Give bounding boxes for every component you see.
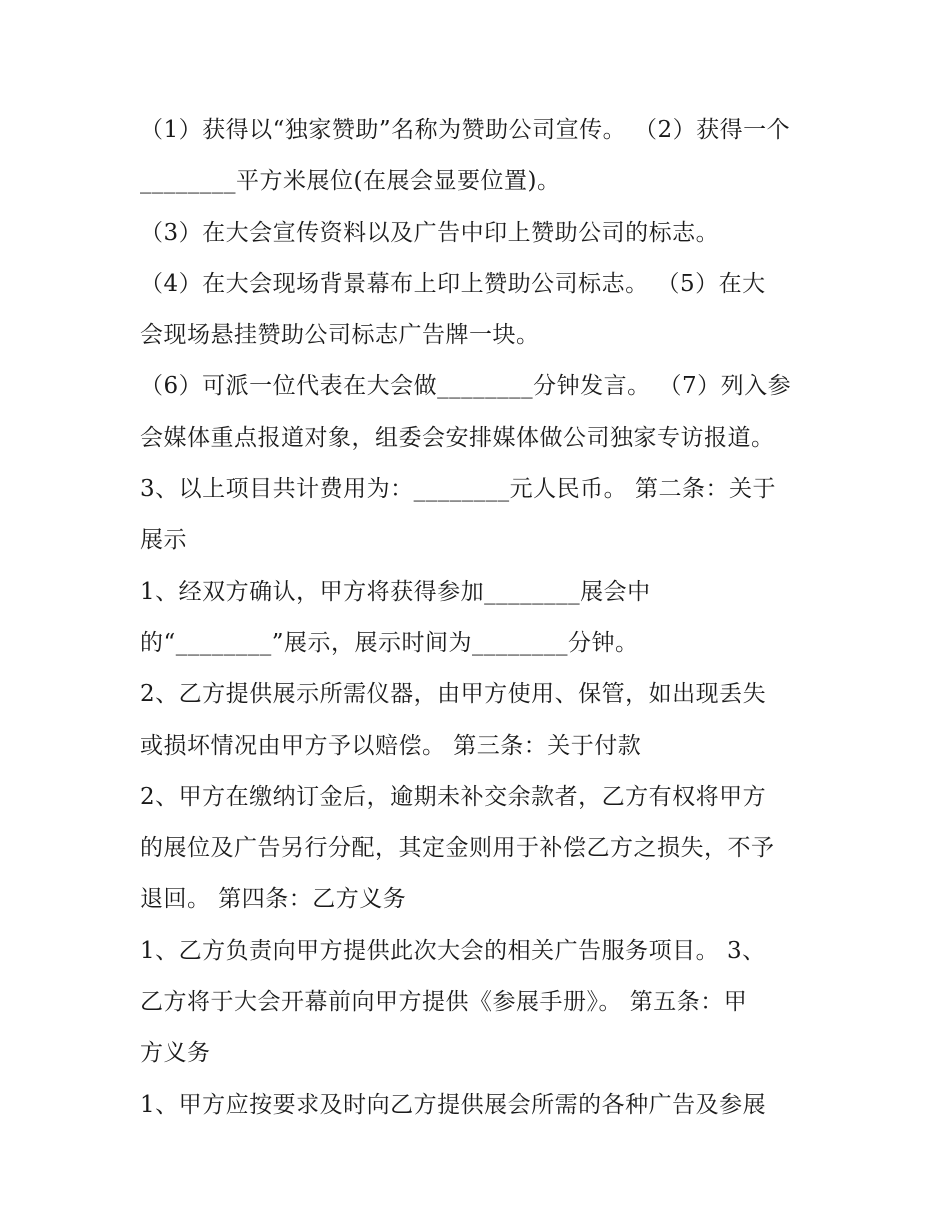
text-line-9: 展示 bbox=[140, 527, 187, 554]
text-line-15: 的展位及广告另行分配，其定金则用于补偿乙方之损失，不予 bbox=[140, 835, 775, 862]
text-line-4: （4）在大会现场背景幕布上印上赞助公司标志。 （5）在大 bbox=[140, 270, 766, 297]
text-line-2: ________平方米展位(在展会显要位置)。 bbox=[140, 168, 561, 195]
text-line-5: 会现场悬挂赞助公司标志广告牌一块。 bbox=[140, 322, 540, 349]
text-line-14: 2、甲方在缴纳订金后，逾期未补交余款者，乙方有权将甲方 bbox=[140, 783, 767, 810]
text-line-12: 2、乙方提供展示所需仪器，由甲方使用、保管，如出现丢失 bbox=[140, 681, 767, 708]
text-line-13: 或损坏情况由甲方予以赔偿。 第三条：关于付款 bbox=[140, 732, 642, 759]
text-line-19: 方义务 bbox=[140, 1040, 211, 1067]
contract-text bbox=[140, 105, 820, 1131]
text-line-17: 1、乙方负责向甲方提供此次大会的相关广告服务项目。 3、 bbox=[140, 937, 766, 964]
text-line-20: 1、甲方应按要求及时向乙方提供展会所需的各种广告及参展 bbox=[140, 1091, 767, 1118]
text-line-7: 会媒体重点报道对象，组委会安排媒体做公司独家专访报道。 bbox=[140, 424, 775, 451]
text-line-8: 3、以上项目共计费用为：________元人民币。 第二条：关于 bbox=[140, 476, 776, 503]
text-line-11: 的“________”展示，展示时间为________分钟。 bbox=[140, 629, 639, 656]
text-line-6: （6）可派一位代表在大会做________分钟发言。 （7）列入参 bbox=[140, 373, 792, 400]
text-line-3: （3）在大会宣传资料以及广告中印上赞助公司的标志。 bbox=[140, 219, 720, 246]
text-line-18: 乙方将于大会开幕前向甲方提供《参展手册》。 第五条：甲 bbox=[140, 989, 748, 1016]
text-line-16: 退回。 第四条：乙方义务 bbox=[140, 886, 407, 913]
text-line-10: 1、经双方确认，甲方将获得参加________展会中 bbox=[140, 578, 651, 605]
text-line-1: （1）获得以“独家赞助”名称为赞助公司宣传。 （2）获得一个 bbox=[140, 117, 791, 143]
